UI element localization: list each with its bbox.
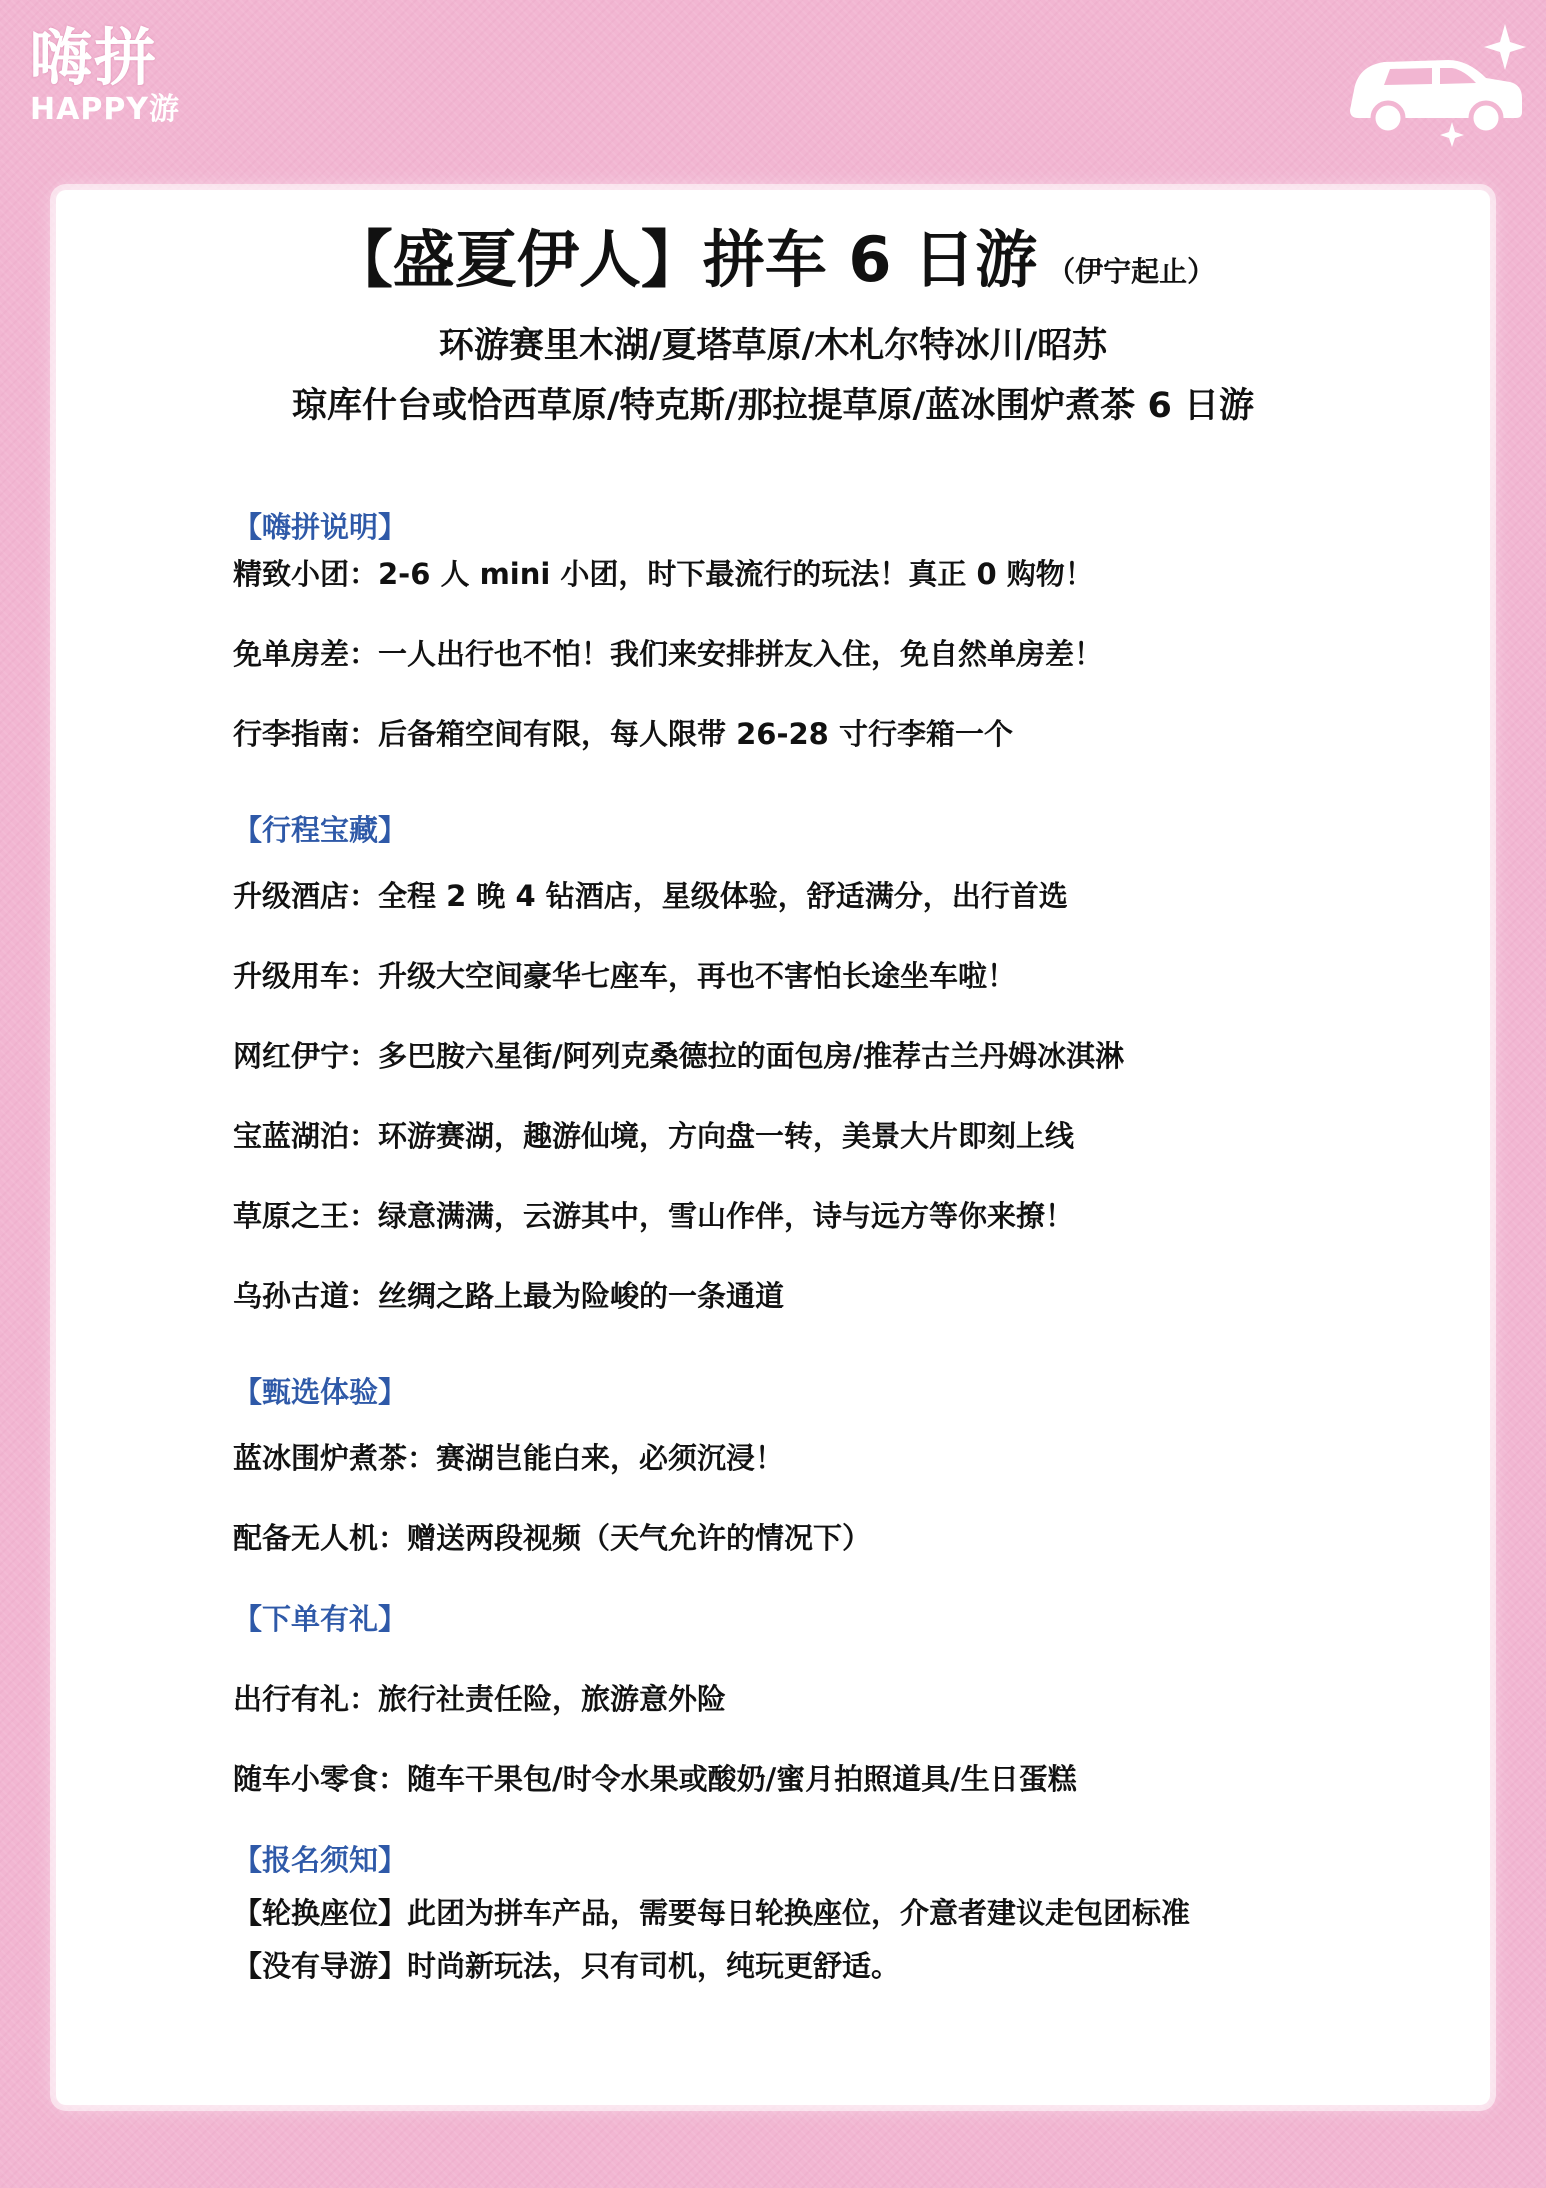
- highlights-line: 乌孙古道：丝绸之路上最为险峻的一条通道: [233, 1279, 785, 1313]
- booking-notes-line: 【没有导游】时尚新玩法，只有司机，纯玩更舒适。: [233, 1949, 901, 1983]
- highlights-line: 升级用车：升级大空间豪华七座车，再也不害怕长途坐车啦！: [233, 959, 1017, 993]
- logo-sub-text: HAPPY游: [30, 92, 181, 127]
- logo-main-text: 嗨拼: [30, 21, 159, 94]
- experiences-line: 配备无人机：赠送两段视频（天气允许的情况下）: [233, 1521, 872, 1555]
- page-title: [0, 210, 1546, 299]
- section-heading-experiences: 【甄选体验】: [233, 1375, 408, 1409]
- car-with-sparkles-icon: [1340, 22, 1530, 147]
- title-main: 【盛夏伊人】拼车 6 日游: [330, 223, 1038, 296]
- booking-notes-line: 【轮换座位】此团为拼车产品，需要每日轮换座位，介意者建议走包团标准: [233, 1896, 1191, 1930]
- title-note: （伊宁起止）: [1047, 255, 1216, 288]
- gifts-line: 随车小零食：随车干果包/时令水果或酸奶/蜜月拍照道具/生日蛋糕: [233, 1762, 1077, 1796]
- experiences-line: 蓝冰围炉煮茶：赛湖岂能白来，必须沉浸！: [233, 1441, 785, 1475]
- subtitle-line-1: 环游赛里木湖/夏塔草原/木札尔特冰川/昭苏: [438, 326, 1108, 366]
- notes-line: 精致小团：2-6 人 mini 小团，时下最流行的玩法！真正 0 购物！: [233, 557, 1094, 591]
- section-heading-notes: 【嗨拼说明】: [233, 510, 408, 544]
- brand-logo: [30, 21, 210, 136]
- highlights-line: 草原之王：绿意满满，云游其中，雪山作伴，诗与远方等你来撩！: [233, 1199, 1075, 1233]
- highlights-line: 宝蓝湖泊：环游赛湖，趣游仙境，方向盘一转，美景大片即刻上线: [233, 1119, 1075, 1153]
- notes-line: 行李指南：后备箱空间有限，每人限带 26-28 寸行李箱一个: [233, 717, 1013, 751]
- highlights-line: 网红伊宁：多巴胺六星街/阿列克桑德拉的面包房/推荐古兰丹姆冰淇淋: [233, 1039, 1125, 1073]
- notes-line: 免单房差：一人出行也不怕！我们来安排拼友入住，免自然单房差！: [233, 637, 1104, 671]
- gifts-line: 出行有礼：旅行社责任险，旅游意外险: [233, 1682, 727, 1716]
- section-heading-booking-notes: 【报名须知】: [233, 1843, 408, 1877]
- section-heading-gifts: 【下单有礼】: [233, 1602, 408, 1636]
- subtitle-line-2: 琼库什台或恰西草原/特克斯/那拉提草原/蓝冰围炉煮茶 6 日游: [291, 386, 1255, 426]
- section-heading-highlights: 【行程宝藏】: [233, 813, 408, 847]
- highlights-line: 升级酒店：全程 2 晚 4 钻酒店，星级体验，舒适满分，出行首选: [233, 879, 1068, 913]
